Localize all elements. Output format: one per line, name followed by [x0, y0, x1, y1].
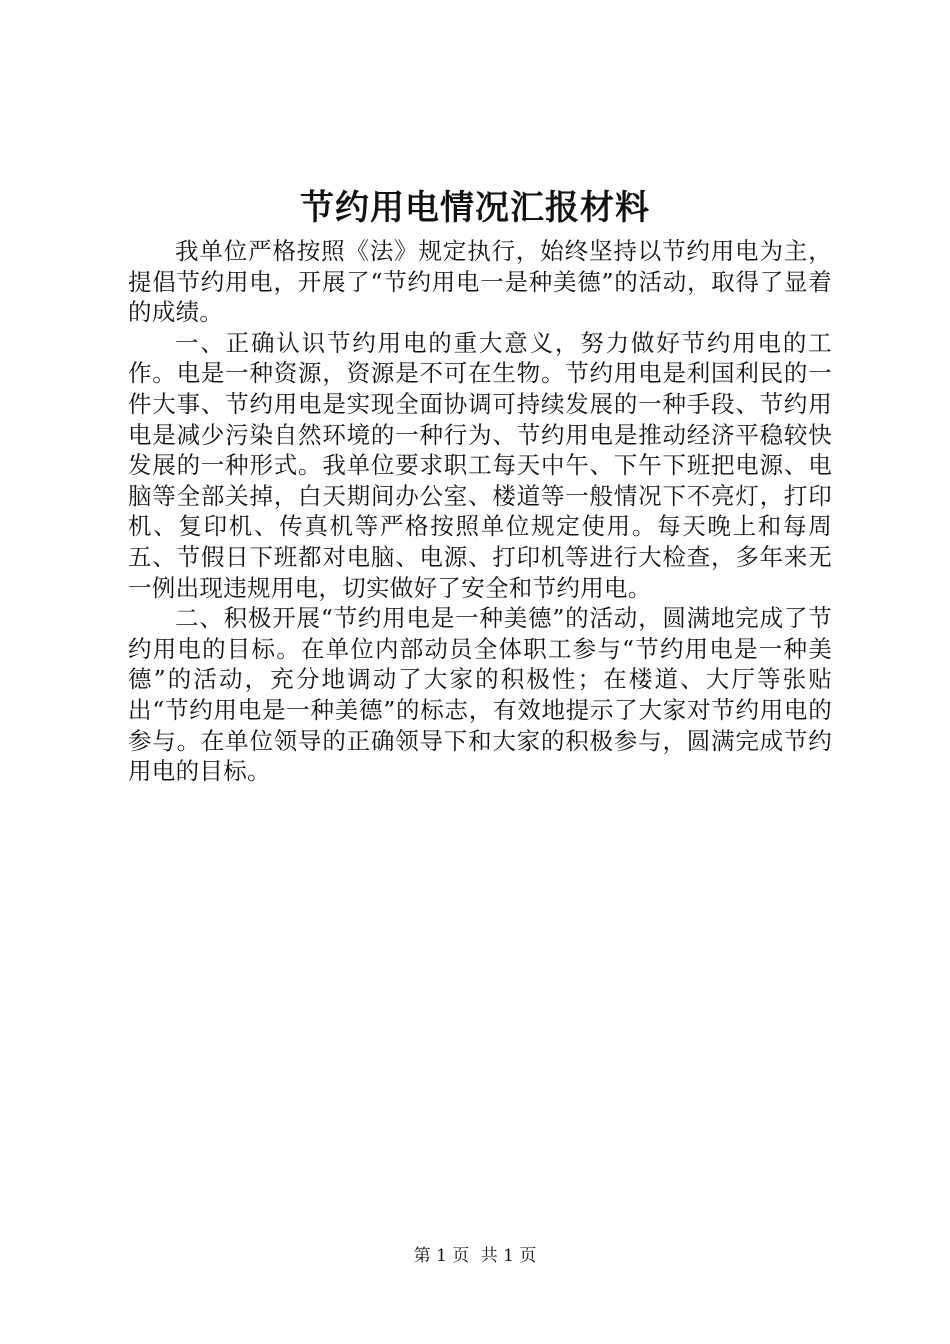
document-title: 节约用电情况汇报材料 — [300, 188, 650, 228]
page-number: 第 1 页 — [413, 1246, 470, 1266]
document-body — [128, 236, 832, 787]
paragraph-section-one: 一、正确认识节约用电的重大意义，努力做好节约用电的工作。电是一种资源，资源是不可在生物。节约用电是利国利民的一件大事、节约用电是实现全面协调可持续发展的一种手段、节约用电是减少污染自然环境的一种行为、节约用电是推动经济平稳较快发展的一种形式。我单位要求职工每天中午、下午下班把电源、电脑等全部关掉，白天期间办公室、楼道等一般情况下不亮灯，打印机、复印机、传真机等严格按照单位规定使用。每天晚上和每周五、节假日下班都对电脑、电源、打印机等进行大检查，多年来无一例出现违规用电，切实做好了安全和节约用电。 — [128, 328, 832, 602]
paragraph-intro: 我单位严格按照《法》规定执行，始终坚持以节约用电为主，提倡节约用电，开展了“节约用电一是种美德”的活动，取得了显着的成绩。 — [128, 237, 832, 327]
page-total: 共 1 页 — [480, 1246, 537, 1266]
paragraph-section-two: 二、积极开展“节约用电是一种美德”的活动，圆满地完成了节约用电的目标。在单位内部动员全体职工参与“节约用电是一种美德”的活动，充分地调动了大家的积极性；在楼道、大厅等张贴出“节约用电是一种美德”的标志，有效地提示了大家对节约用电的参与。在单位领导的正确领导下和大家的积极参与，圆满完成节约用电的目标。 — [128, 604, 832, 786]
page-footer — [0, 1244, 950, 1268]
